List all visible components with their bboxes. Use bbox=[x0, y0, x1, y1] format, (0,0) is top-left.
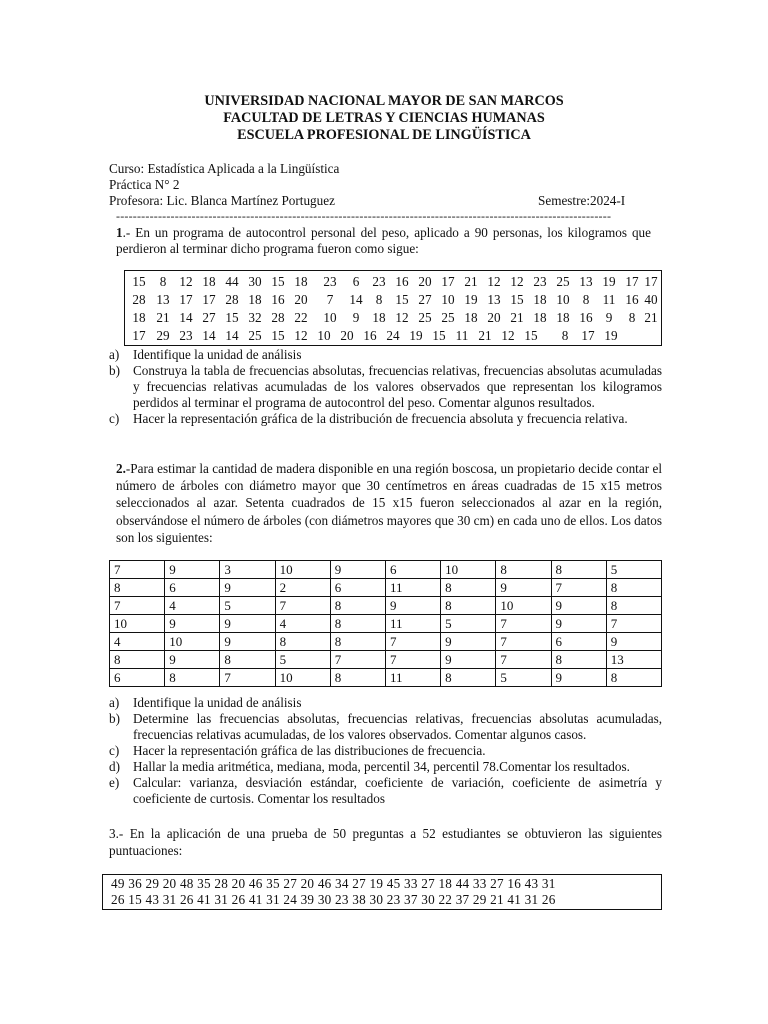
problem1-data-value: 15 bbox=[510, 292, 524, 307]
table-cell: 7 bbox=[496, 615, 551, 633]
problem2-question-e bbox=[109, 775, 662, 807]
table-cell: 8 bbox=[441, 669, 496, 687]
problem1-data-value: 15 bbox=[395, 292, 409, 307]
problem1-data-value: 10 bbox=[556, 292, 570, 307]
problem1-data-value: 8 bbox=[159, 274, 167, 289]
table-cell: 10 bbox=[275, 561, 330, 579]
table-cell: 4 bbox=[110, 633, 165, 651]
problem1-data-value: 13 bbox=[579, 274, 593, 289]
problem2-question-c bbox=[109, 743, 662, 759]
problem1-data-value: 23 bbox=[323, 274, 337, 289]
problem1-question-a bbox=[109, 347, 662, 363]
problem1-data-row bbox=[125, 328, 663, 346]
table-cell: 9 bbox=[606, 633, 661, 651]
table-cell: 9 bbox=[551, 597, 606, 615]
table-cell: 10 bbox=[496, 597, 551, 615]
question-text: Identifique la unidad de análisis bbox=[133, 347, 302, 362]
problem1-data-value: 17 bbox=[625, 274, 639, 289]
problem1-data-value: 18 bbox=[294, 274, 308, 289]
table-cell: 10 bbox=[275, 669, 330, 687]
problem1-data-value: 28 bbox=[271, 310, 285, 325]
problem1-data-value: 28 bbox=[132, 292, 146, 307]
question-label: c) bbox=[109, 743, 120, 758]
problem1-data-value: 16 bbox=[579, 310, 593, 325]
problem1-data-value: 17 bbox=[441, 274, 455, 289]
problem1-data-row bbox=[125, 274, 663, 292]
problem1-data-value: 18 bbox=[372, 310, 386, 325]
table-row bbox=[110, 561, 662, 579]
table-cell: 8 bbox=[275, 633, 330, 651]
problem1-data-value: 25 bbox=[418, 310, 432, 325]
table-cell: 9 bbox=[441, 651, 496, 669]
problem1-data-value: 12 bbox=[179, 274, 193, 289]
problem1-data-value: 14 bbox=[225, 328, 239, 343]
table-cell: 8 bbox=[110, 579, 165, 597]
table-cell: 7 bbox=[110, 597, 165, 615]
problem1-data-row bbox=[125, 310, 663, 328]
problem1-data-value: 11 bbox=[455, 328, 469, 343]
problem1-data-value: 20 bbox=[340, 328, 354, 343]
problem1-data-value: 23 bbox=[179, 328, 193, 343]
problem1-data-value: 15 bbox=[132, 274, 146, 289]
problem1-data-row bbox=[125, 292, 663, 310]
table-cell: 9 bbox=[220, 579, 275, 597]
problem1-data-value: 10 bbox=[441, 292, 455, 307]
problem2-text: -Para estimar la cantidad de madera disponible en una región boscosa, un propietario decide contar el número de árboles con diámetro mayor que 30 centímetros en áreas cuadradas de 15 x15 metros seleccionados al azar. Setenta cuadrados de 15 x15 fueron seleccionados al azar en la región, observándose el número de árboles (con diámetros mayores que 30 cm) en cada uno de ellos. Los datos son los siguientes: bbox=[116, 461, 662, 545]
problem1-data-value: 20 bbox=[294, 292, 308, 307]
table-cell: 9 bbox=[496, 579, 551, 597]
table-cell: 5 bbox=[606, 561, 661, 579]
problem1-text: .- En un programa de autocontrol personal del peso, aplicado a 90 personas, los kilogramos que perdieron al terminar dicho programa fueron como sigue: bbox=[116, 225, 651, 256]
problem1-data-value: 18 bbox=[202, 274, 216, 289]
problem1-data-value: 18 bbox=[464, 310, 478, 325]
teacher-line: Profesora: Lic. Blanca Martínez Portuguez bbox=[109, 193, 335, 208]
problem1-data-value: 17 bbox=[644, 274, 658, 289]
table-cell: 4 bbox=[165, 597, 220, 615]
problem1-question-c bbox=[109, 411, 662, 427]
problem1-data-value: 18 bbox=[533, 292, 547, 307]
problem1-data-value: 13 bbox=[156, 292, 170, 307]
problem1-data-value: 27 bbox=[202, 310, 216, 325]
question-label: c) bbox=[109, 411, 120, 426]
table-cell: 7 bbox=[385, 651, 440, 669]
problem1-data-value: 17 bbox=[581, 328, 595, 343]
table-cell: 7 bbox=[606, 615, 661, 633]
question-text: Identifique la unidad de análisis bbox=[133, 695, 302, 710]
separator-line: ---------------------------------------------------------------------------------------------------------------------- bbox=[116, 209, 612, 222]
problem1-data-value: 12 bbox=[395, 310, 409, 325]
table-cell: 6 bbox=[330, 579, 385, 597]
question-text: Hacer la representación gráfica de las distribuciones de frecuencia. bbox=[133, 743, 486, 758]
question-text: Calcular: varianza, desviación estándar, coeficiente de variación, coeficiente de asimetría y coeficiente de curtosis. Comentar los resultados bbox=[133, 775, 662, 806]
problem1-data-value: 16 bbox=[625, 292, 639, 307]
problem1-data-value: 27 bbox=[418, 292, 432, 307]
problem2-question-a bbox=[109, 695, 662, 711]
problem1-data-value: 14 bbox=[202, 328, 216, 343]
problem1-data-value: 17 bbox=[202, 292, 216, 307]
table-row bbox=[110, 633, 662, 651]
problem1-question-b bbox=[109, 363, 662, 411]
table-cell: 9 bbox=[385, 597, 440, 615]
table-cell: 9 bbox=[165, 561, 220, 579]
table-cell: 7 bbox=[275, 597, 330, 615]
table-cell: 13 bbox=[606, 651, 661, 669]
problem1-data-value: 12 bbox=[501, 328, 515, 343]
problem1-data-value: 25 bbox=[441, 310, 455, 325]
table-cell: 4 bbox=[275, 615, 330, 633]
problem2-question-d bbox=[109, 759, 662, 775]
table-row bbox=[110, 597, 662, 615]
problem1-data-value: 28 bbox=[225, 292, 239, 307]
table-cell: 9 bbox=[165, 651, 220, 669]
problem1-data-value: 10 bbox=[317, 328, 331, 343]
problem1-data-value: 16 bbox=[271, 292, 285, 307]
table-cell: 8 bbox=[165, 669, 220, 687]
table-cell: 9 bbox=[551, 615, 606, 633]
problem1-data-value: 14 bbox=[349, 292, 363, 307]
problem1-data-value: 17 bbox=[179, 292, 193, 307]
problem1-data-value: 18 bbox=[248, 292, 262, 307]
table-cell: 9 bbox=[220, 633, 275, 651]
table-cell: 8 bbox=[330, 633, 385, 651]
problem1-data-value: 40 bbox=[644, 292, 658, 307]
table-cell: 7 bbox=[496, 651, 551, 669]
problem1-data-value: 21 bbox=[156, 310, 170, 325]
table-cell: 8 bbox=[606, 669, 661, 687]
question-label: a) bbox=[109, 695, 120, 710]
table-cell: 5 bbox=[496, 669, 551, 687]
problem1-data-value: 44 bbox=[225, 274, 239, 289]
problem1-data-value: 23 bbox=[372, 274, 386, 289]
problem1-data-value: 14 bbox=[179, 310, 193, 325]
question-label: b) bbox=[109, 363, 120, 378]
problem1-data-value: 9 bbox=[605, 310, 613, 325]
problem3-data-row-1: 49 36 29 20 48 35 28 20 46 35 27 20 46 34 27 19 45 33 27 18 44 33 27 16 43 31 bbox=[111, 876, 556, 891]
problem1-data-value: 19 bbox=[464, 292, 478, 307]
table-cell: 2 bbox=[275, 579, 330, 597]
problem1-data-value: 30 bbox=[248, 274, 262, 289]
problem2-statement bbox=[116, 460, 662, 546]
table-cell: 7 bbox=[110, 561, 165, 579]
problem1-data-value: 12 bbox=[294, 328, 308, 343]
problem1-data-value: 20 bbox=[487, 310, 501, 325]
table-cell: 6 bbox=[551, 633, 606, 651]
table-cell: 8 bbox=[441, 597, 496, 615]
problem1-data-value: 21 bbox=[510, 310, 524, 325]
question-text: Determine las frecuencias absolutas, frecuencias relativas, frecuencias absolutas acumuladas, frecuencias relativas acumuladas, de los valores observados. Comentar algunos casos. bbox=[133, 711, 662, 742]
problem1-data-value: 8 bbox=[582, 292, 590, 307]
question-label: d) bbox=[109, 759, 120, 774]
course-line: Curso: Estadística Aplicada a la Lingüística bbox=[109, 161, 340, 176]
table-cell: 8 bbox=[606, 579, 661, 597]
table-cell: 8 bbox=[330, 669, 385, 687]
table-cell: 3 bbox=[220, 561, 275, 579]
question-text: Construya la tabla de frecuencias absolutas, frecuencias relativas, frecuencias absolutas acumuladas y frecuencias relativas acumuladas de los valores observados que representan los kilogramos perdidos al terminar el programa de autocontrol del peso. Comentar algunos resultados. bbox=[133, 363, 662, 410]
school-title: ESCUELA PROFESIONAL DE LINGÜÍSTICA bbox=[237, 127, 531, 143]
table-cell: 8 bbox=[496, 561, 551, 579]
table-cell: 5 bbox=[275, 651, 330, 669]
problem1-data-value: 8 bbox=[628, 310, 636, 325]
problem1-data-value: 13 bbox=[487, 292, 501, 307]
problem1-data-value: 29 bbox=[156, 328, 170, 343]
table-row bbox=[110, 651, 662, 669]
table-cell: 8 bbox=[220, 651, 275, 669]
problem2-questions bbox=[109, 695, 662, 807]
problem1-data-value: 9 bbox=[352, 310, 360, 325]
question-text: Hacer la representación gráfica de la distribución de frecuencia absoluta y frecuencia relativa. bbox=[133, 411, 628, 426]
problem1-questions bbox=[109, 347, 662, 427]
problem1-data-value: 15 bbox=[432, 328, 446, 343]
problem2-data-table bbox=[109, 560, 662, 687]
problem1-data-value: 19 bbox=[604, 328, 618, 343]
problem1-data-value: 12 bbox=[487, 274, 501, 289]
table-cell: 8 bbox=[330, 597, 385, 615]
problem1-data-value: 23 bbox=[533, 274, 547, 289]
problem1-data-value: 24 bbox=[386, 328, 400, 343]
table-row bbox=[110, 615, 662, 633]
table-cell: 8 bbox=[110, 651, 165, 669]
problem3-data-box bbox=[102, 874, 662, 910]
table-cell: 8 bbox=[551, 651, 606, 669]
table-row bbox=[110, 579, 662, 597]
problem1-data-value: 25 bbox=[248, 328, 262, 343]
table-cell: 6 bbox=[385, 561, 440, 579]
table-cell: 10 bbox=[441, 561, 496, 579]
problem1-data-value: 7 bbox=[326, 292, 334, 307]
table-cell: 8 bbox=[606, 597, 661, 615]
table-cell: 5 bbox=[220, 597, 275, 615]
problem3-statement: 3.- En la aplicación de una prueba de 50 preguntas a 52 estudiantes se obtuvieron las siguientes puntuaciones: bbox=[109, 826, 662, 858]
problem1-data-value: 15 bbox=[225, 310, 239, 325]
problem3-data-row-2: 26 15 43 31 26 41 31 26 41 31 24 39 30 23 38 30 23 37 30 22 37 29 21 41 31 26 bbox=[111, 892, 556, 907]
problem1-data-value: 6 bbox=[352, 274, 360, 289]
problem1-data-value: 21 bbox=[644, 310, 658, 325]
problem2-question-b bbox=[109, 711, 662, 743]
problem1-data-value: 15 bbox=[524, 328, 538, 343]
semester-line: Semestre:2024-I bbox=[538, 193, 626, 208]
table-cell: 11 bbox=[385, 579, 440, 597]
problem1-data-value: 11 bbox=[602, 292, 616, 307]
problem1-data-value: 32 bbox=[248, 310, 262, 325]
table-cell: 7 bbox=[385, 633, 440, 651]
problem1-data-value: 19 bbox=[602, 274, 616, 289]
problem1-data-value: 21 bbox=[464, 274, 478, 289]
table-cell: 7 bbox=[330, 651, 385, 669]
problem1-data-value: 16 bbox=[363, 328, 377, 343]
problem1-data-value: 15 bbox=[271, 274, 285, 289]
problem1-data-value: 17 bbox=[132, 328, 146, 343]
table-cell: 7 bbox=[551, 579, 606, 597]
problem1-data-value: 12 bbox=[510, 274, 524, 289]
university-title: UNIVERSIDAD NACIONAL MAYOR DE SAN MARCOS bbox=[204, 93, 564, 109]
problem1-data-value: 8 bbox=[375, 292, 383, 307]
question-text: Hallar la media aritmética, mediana, moda, percentil 34, percentil 78.Comentar los resultados. bbox=[133, 759, 630, 774]
problem1-data-value: 18 bbox=[533, 310, 547, 325]
table-cell: 9 bbox=[165, 615, 220, 633]
faculty-title: FACULTAD DE LETRAS Y CIENCIAS HUMANAS bbox=[223, 110, 545, 126]
problem1-number: 1 bbox=[116, 225, 123, 240]
problem1-data-value: 21 bbox=[478, 328, 492, 343]
problem1-data-value: 19 bbox=[409, 328, 423, 343]
problem1-data-value: 18 bbox=[556, 310, 570, 325]
table-cell: 10 bbox=[110, 615, 165, 633]
table-cell: 11 bbox=[385, 615, 440, 633]
problem1-data-value: 22 bbox=[294, 310, 308, 325]
question-label: e) bbox=[109, 775, 120, 790]
problem1-statement bbox=[116, 225, 651, 257]
problem1-data-value: 8 bbox=[561, 328, 569, 343]
problem1-data-value: 16 bbox=[395, 274, 409, 289]
table-cell: 9 bbox=[330, 561, 385, 579]
table-cell: 6 bbox=[110, 669, 165, 687]
table-cell: 6 bbox=[165, 579, 220, 597]
problem1-data-value: 10 bbox=[323, 310, 337, 325]
practice-line: Práctica N° 2 bbox=[109, 177, 180, 192]
problem2-number: 2. bbox=[116, 461, 126, 476]
problem1-data-value: 20 bbox=[418, 274, 432, 289]
table-cell: 7 bbox=[496, 633, 551, 651]
table-cell: 10 bbox=[165, 633, 220, 651]
table-cell: 5 bbox=[441, 615, 496, 633]
table-cell: 9 bbox=[441, 633, 496, 651]
table-cell: 8 bbox=[551, 561, 606, 579]
table-cell: 8 bbox=[441, 579, 496, 597]
table-cell: 8 bbox=[330, 615, 385, 633]
table-cell: 9 bbox=[220, 615, 275, 633]
problem1-data-value: 18 bbox=[132, 310, 146, 325]
problem1-data-value: 15 bbox=[271, 328, 285, 343]
question-label: b) bbox=[109, 711, 120, 726]
table-cell: 9 bbox=[551, 669, 606, 687]
problem1-data-box bbox=[124, 270, 662, 346]
question-label: a) bbox=[109, 347, 120, 362]
table-cell: 11 bbox=[385, 669, 440, 687]
table-cell: 7 bbox=[220, 669, 275, 687]
problem1-data-value: 25 bbox=[556, 274, 570, 289]
table-row bbox=[110, 669, 662, 687]
